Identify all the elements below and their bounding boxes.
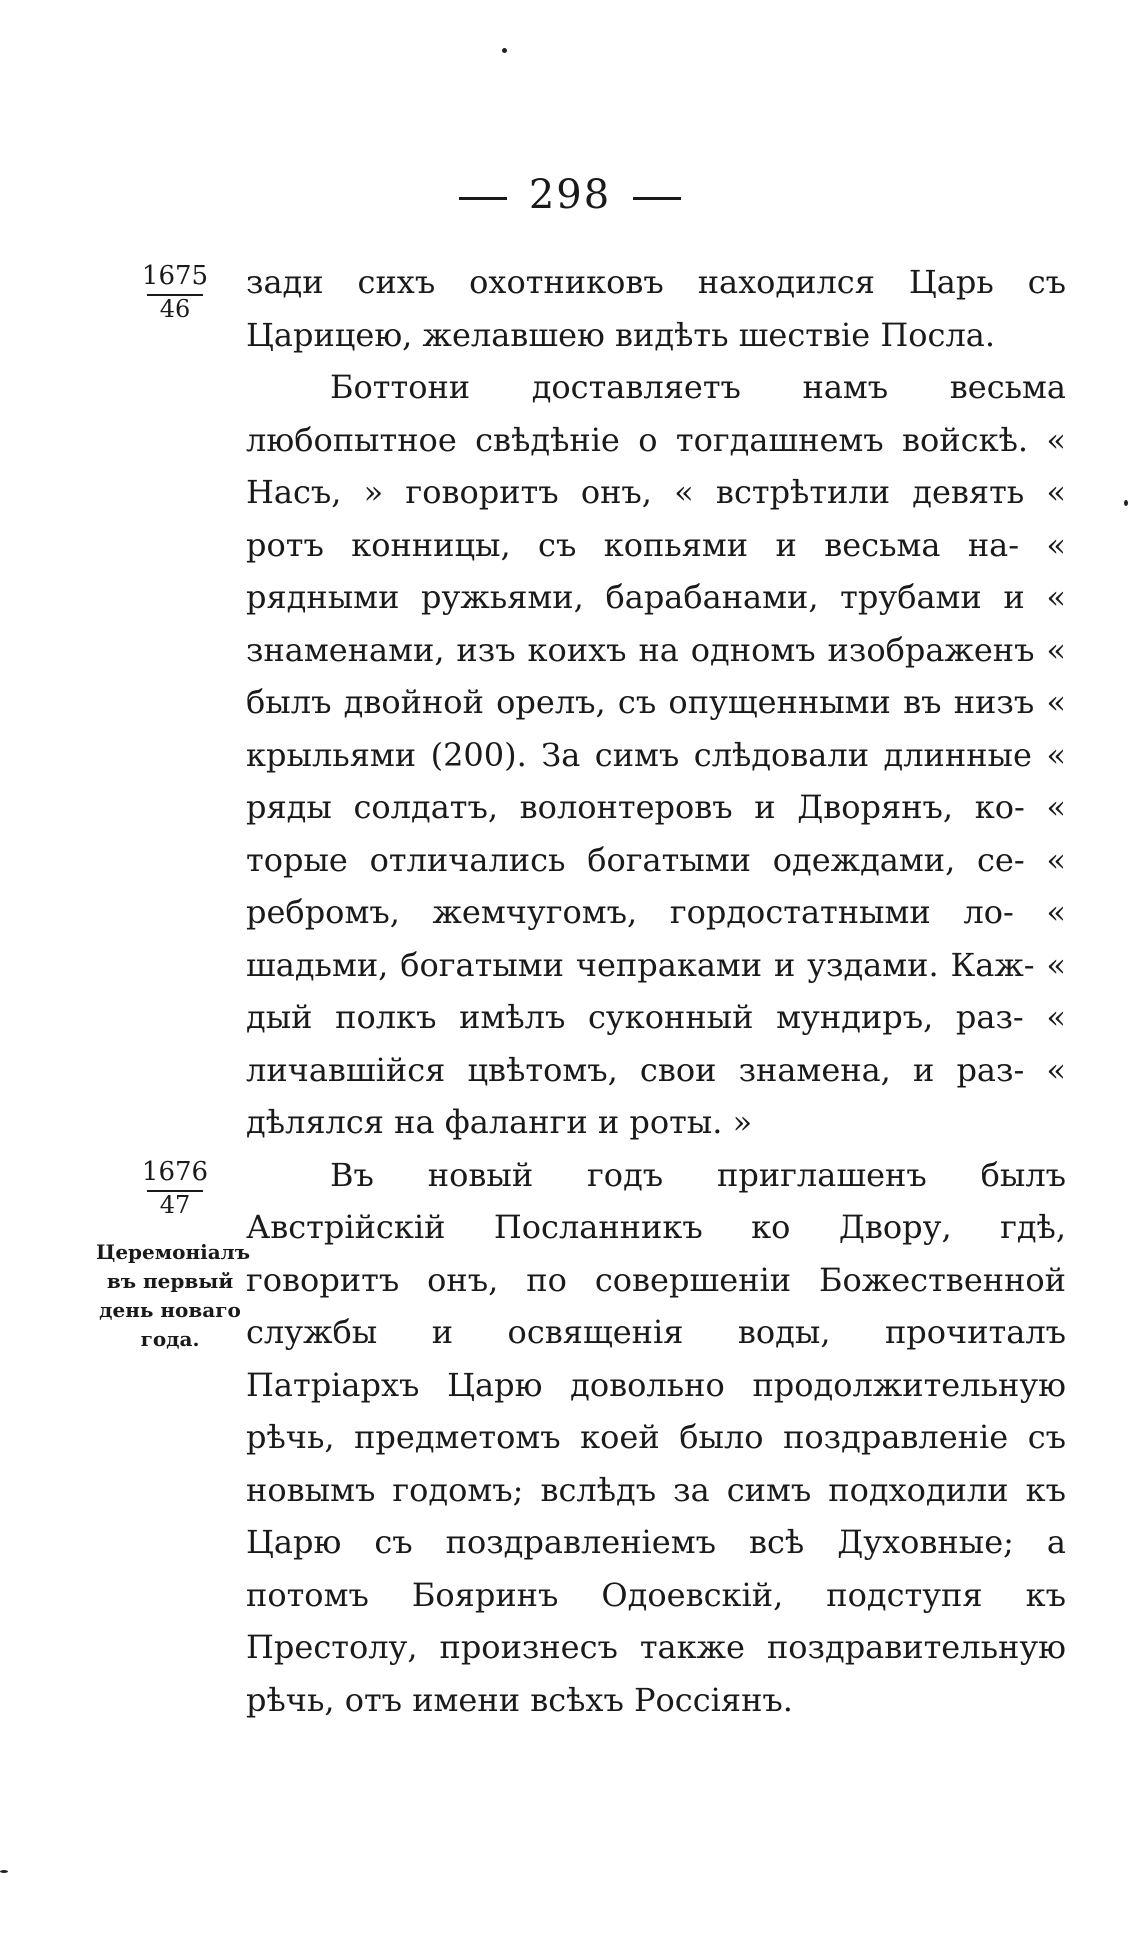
side-caption: Церемоніалъ въ первый день новаго года. [96,1240,251,1351]
margin-date-1675 [110,262,240,323]
margin-year: 1675 [141,261,209,291]
margin-number: 46 [147,294,203,324]
page-number: 298 [528,172,612,218]
paragraph-new-year: Въ новый годъ приглашенъ былъ Австрійскій Посланникъ ко Двору, гдѣ, говоритъ онъ, по совершеніи Божественной службы и освященія воды, прочиталъ Патріархъ Царю довольно продолжительную рѣчь, предметомъ коей было поздравленіе съ новымъ годомъ; вслѣдъ за симъ подходили къ Царю съ поздравленіемъ всѣ Духовные; а потомъ Бояринъ Одоевскій, подступя къ Престолу, произнесъ также поздравительную рѣчь, отъ имени всѣхъ Россіянъ. [246,1155,1066,1719]
margin-number: 47 [147,1190,203,1220]
main-text [246,256,1066,1726]
margin-date-1676 [110,1158,240,1219]
scan-speck [0,1870,8,1873]
scan-speck [1124,500,1128,506]
header-dash-right [633,197,681,200]
header-dash-left [459,197,507,200]
page-header [0,172,1140,218]
margin-year: 1676 [141,1157,209,1187]
paragraph-bottoni: Боттони доставляетъ намъ весьма любопытное свѣдѣніе о тогдашнемъ войскѣ. « Насъ, » говоритъ онъ, « встрѣтили девять « ротъ конницы, съ копьями и весьма на- « рядными ружьями, барабанами, трубами и « знаменами, изъ коихъ на одномъ изображенъ « былъ двойной орелъ, съ опущенными въ низъ « крыльями (200). За симъ слѣдовали длинные « ряды солдатъ, волонтеровъ и Дворянъ, ко- « торые отличались богатыми одеждами, се- « ребромъ, жемчугомъ, гордостатными ло- « шадьми, богатыми чепраками и уздами. Каж- « дый полкъ имѣлъ суконный мундиръ, раз- « личавшійся цвѣтомъ, свои знамена, и раз- « дѣлялся на фаланги и роты. » [246,368,1066,1141]
paragraph-continuation: зади сихъ охотниковъ находился Царь съ Царицею, желавшею видѣть шествіе Посла. [246,263,1066,354]
scan-speck [502,48,507,53]
